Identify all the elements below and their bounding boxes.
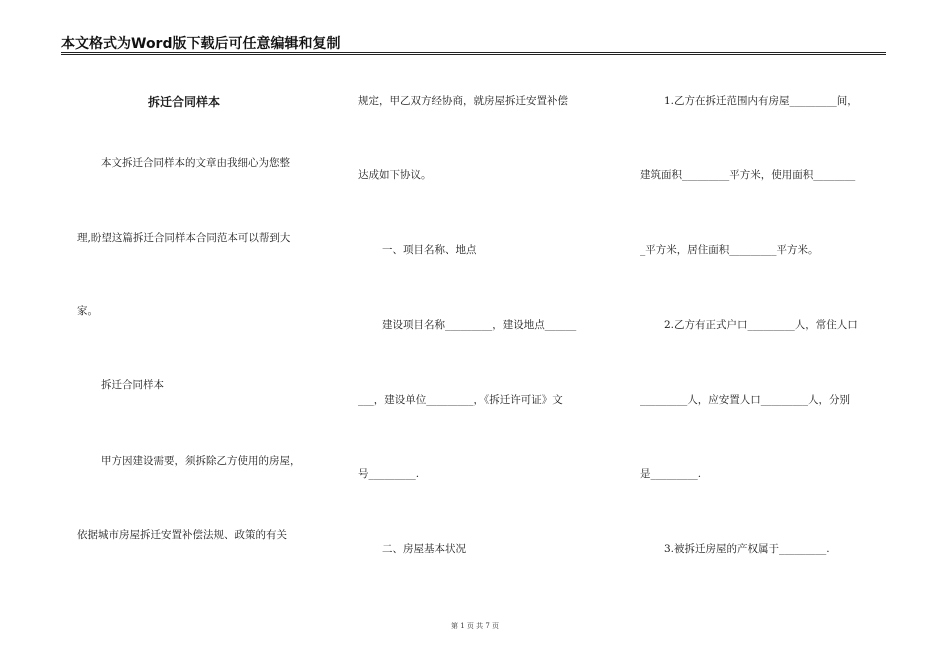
section-heading: 拆迁合同样本: [101, 379, 164, 391]
paragraph-line: 本文拆迁合同样本的文章由我细心为您整: [101, 157, 290, 169]
paragraph-line: 依据城市房屋拆迁安置补偿法规、政策的有关: [77, 529, 287, 541]
document-title: 拆迁合同样本: [148, 95, 221, 109]
paragraph-line: 3.被拆迁房屋的产权属于_________.: [664, 543, 830, 555]
paragraph-line: 号_________.: [358, 468, 420, 480]
paragraph-line: 甲方因建设需要，须拆除乙方使用的房屋，: [101, 455, 301, 467]
paragraph-line: 2.乙方有正式户口_________人，常住人口: [664, 319, 858, 331]
paragraph-line: ___，建设单位_________，《拆迁许可证》文: [358, 394, 563, 406]
page-header: 本文格式为Word版下载后可任意编辑和复制: [61, 36, 341, 52]
paragraph-line: 建设项目名称_________，建设地点______: [382, 319, 577, 331]
paragraph-line: 1.乙方在拆迁范围内有房屋_________间，: [664, 95, 858, 107]
paragraph-line: 是_________.: [640, 468, 702, 480]
paragraph-line: 家。: [77, 305, 98, 317]
paragraph-line: 理,盼望这篇拆迁合同样本合同范本可以帮到大: [77, 232, 291, 244]
paragraph-line: 规定，甲乙双方经协商，就房屋拆迁安置补偿: [358, 95, 568, 107]
paragraph-line: _平方米，居住面积_________平方米。: [640, 244, 819, 256]
paragraph-line: 建筑面积_________平方米，使用面积________: [640, 169, 856, 181]
section-heading: 一、项目名称、地点: [382, 244, 477, 256]
section-heading: 二、房屋基本状况: [382, 543, 466, 555]
page-footer: 第 1 页 共 7 页: [450, 622, 500, 630]
paragraph-line: 达成如下协议。: [358, 169, 432, 181]
paragraph-line: _________人，应安置人口_________人，分别: [640, 394, 850, 406]
